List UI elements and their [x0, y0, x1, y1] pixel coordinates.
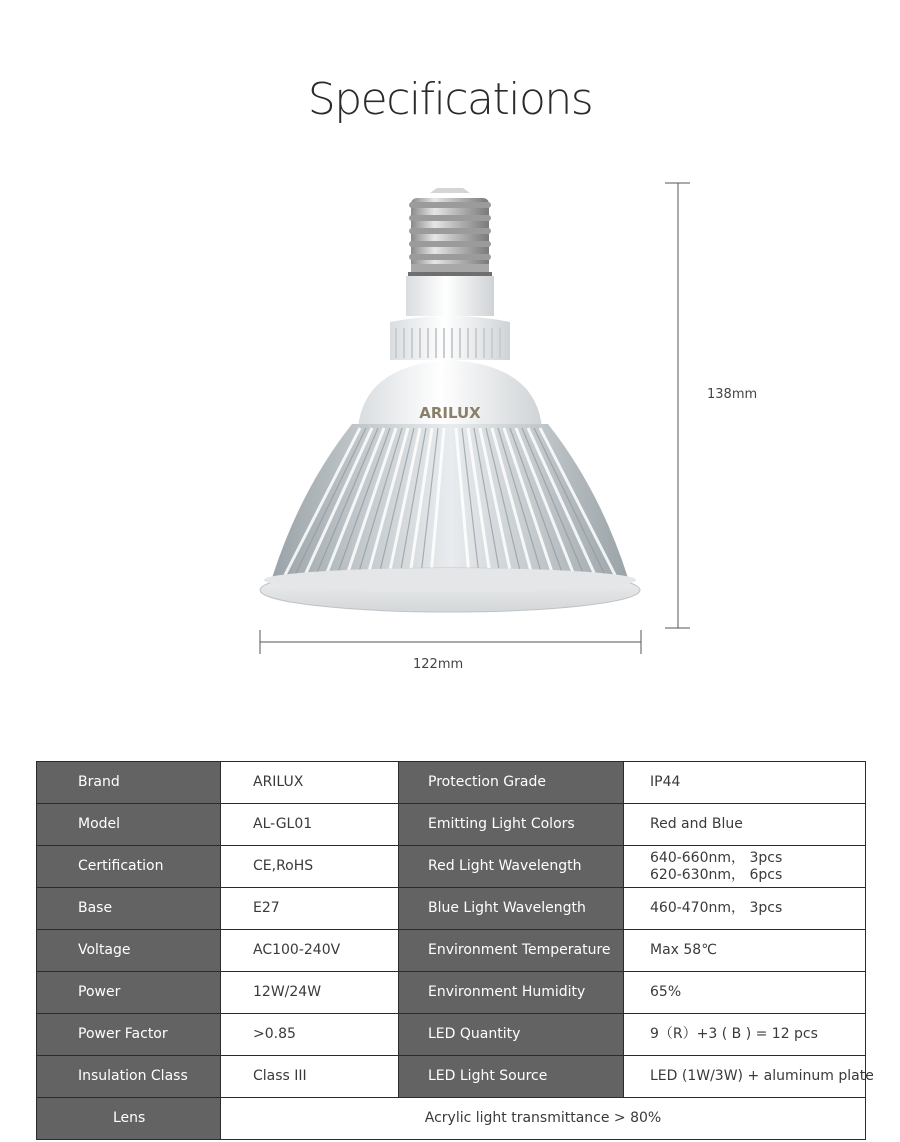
- spec-value-line: 620-630nm， 6pcs: [650, 866, 783, 883]
- height-dimension-line: [665, 183, 690, 628]
- table-row: [37, 930, 866, 972]
- spec-key: Insulation Class: [37, 1056, 221, 1098]
- spec-value: 12W/24W: [221, 972, 399, 1014]
- brand-logo: ARILUX: [419, 404, 481, 422]
- spec-value: AC100-240V: [221, 930, 399, 972]
- spec-value: [624, 846, 866, 888]
- spec-key: Lens: [37, 1098, 221, 1140]
- spec-value: E27: [221, 888, 399, 930]
- page-title: Specifications: [307, 74, 593, 125]
- spec-value: ARILUX: [221, 762, 399, 804]
- spec-key: Voltage: [37, 930, 221, 972]
- table-row: [37, 888, 866, 930]
- screw-base: [408, 188, 492, 276]
- spec-key: Model: [37, 804, 221, 846]
- spec-value: Max 58℃: [624, 930, 866, 972]
- spec-key: Environment Humidity: [399, 972, 624, 1014]
- spec-key: Certification: [37, 846, 221, 888]
- spec-key: Brand: [37, 762, 221, 804]
- table-row: [37, 1056, 866, 1098]
- table-row: [37, 972, 866, 1014]
- spec-value: 460-470nm， 3pcs: [624, 888, 866, 930]
- spec-key: LED Light Source: [399, 1056, 624, 1098]
- spec-value: 65%: [624, 972, 866, 1014]
- spec-key: Blue Light Wavelength: [399, 888, 624, 930]
- table-row: [37, 846, 866, 888]
- spec-key: Protection Grade: [399, 762, 624, 804]
- specifications-table: [36, 761, 874, 1140]
- spec-value: 9（R）+3 ( B ) = 12 pcs: [624, 1014, 866, 1056]
- spec-value: CE,RoHS: [221, 846, 399, 888]
- spec-key: Power: [37, 972, 221, 1014]
- spec-value: Acrylic light transmittance > 80%: [221, 1098, 866, 1140]
- spec-value: Class III: [221, 1056, 399, 1098]
- spec-value-line: 640-660nm， 3pcs: [650, 849, 783, 866]
- spec-value: Red and Blue: [624, 804, 866, 846]
- spec-value: >0.85: [221, 1014, 399, 1056]
- grow-light-bulb-illustration: [0, 160, 900, 700]
- width-dimension-label: 122mm: [413, 657, 464, 672]
- spec-key: LED Quantity: [399, 1014, 624, 1056]
- spec-key: Red Light Wavelength: [399, 846, 624, 888]
- spec-value: AL-GL01: [221, 804, 399, 846]
- spec-value: LED (1W/3W) + aluminum plate: [624, 1056, 866, 1098]
- spec-key: Power Factor: [37, 1014, 221, 1056]
- table-row-lens: [37, 1098, 866, 1140]
- table-row: [37, 762, 866, 804]
- spec-key: Environment Temperature: [399, 930, 624, 972]
- spec-key: Emitting Light Colors: [399, 804, 624, 846]
- spec-key: Base: [37, 888, 221, 930]
- product-image: [0, 160, 900, 700]
- width-dimension-line: [260, 630, 641, 654]
- height-dimension-label: 138mm: [707, 387, 758, 402]
- table-row: [37, 804, 866, 846]
- spec-value: IP44: [624, 762, 866, 804]
- table-row: [37, 1014, 866, 1056]
